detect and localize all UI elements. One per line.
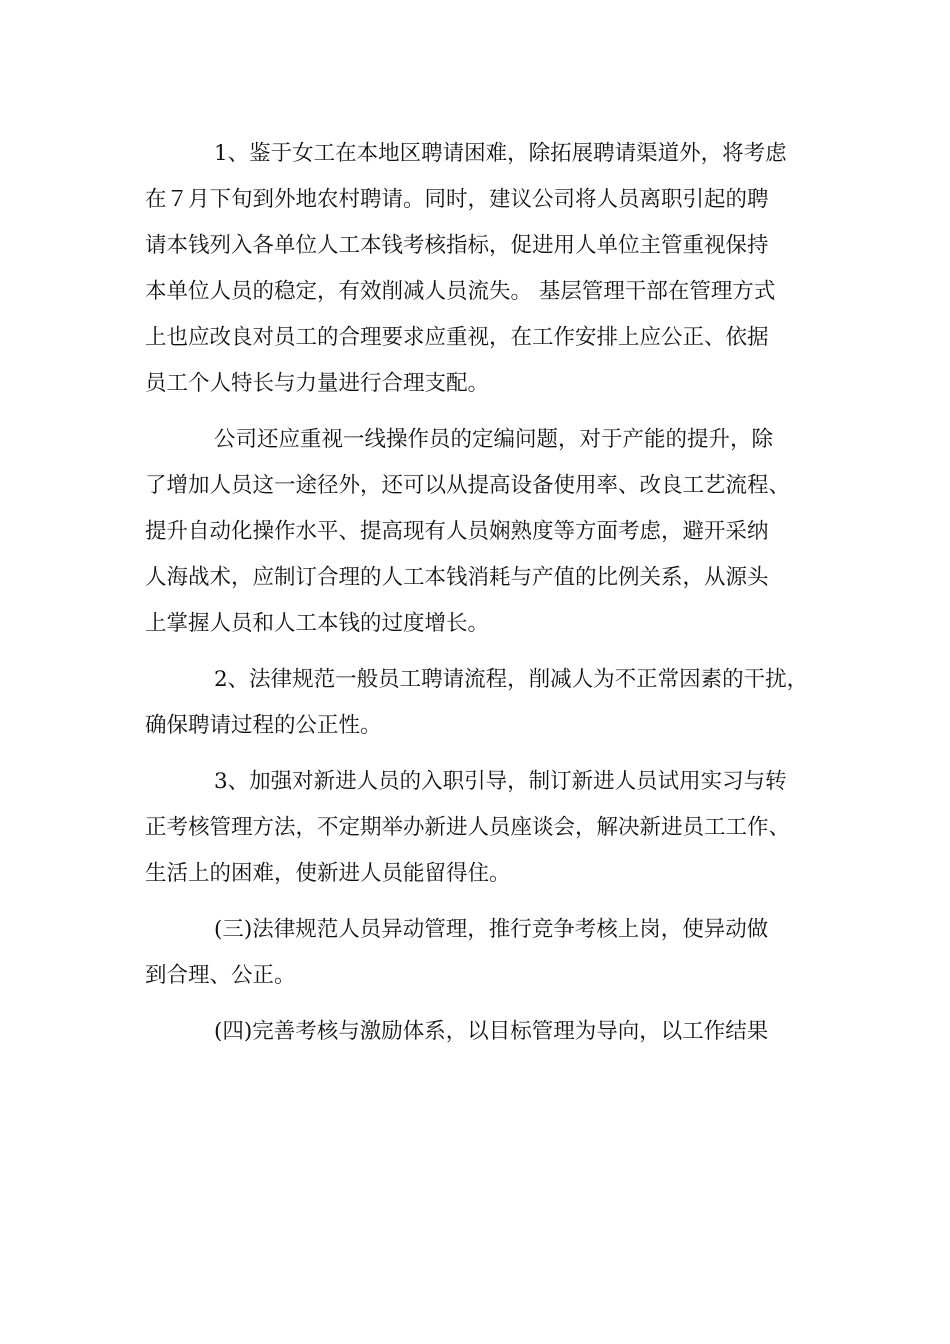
paragraph-line: 在７月下旬到外地农村聘请。同时，建议公司将人员离职引起的聘	[145, 187, 769, 212]
paragraph-line: 3、加强对新进人员的入职引导，制订新进人员试用实习与转	[214, 769, 787, 794]
paragraph-staffing-quota	[145, 417, 825, 647]
document-body	[145, 131, 825, 1065]
paragraph-line: 生活上的困难，使新进人员能留得住。	[145, 861, 511, 886]
paragraph-line: 2、法律规范一般员工聘请流程，削减人为不正常因素的干扰，	[214, 667, 809, 692]
paragraph-line: 正考核管理方法，不定期举办新进人员座谈会，解决新进员工工作、	[145, 815, 791, 840]
paragraph-line: 确保聘请过程的公正性。	[145, 713, 382, 738]
paragraph-line: 本单位人员的稳定，有效削减人员流失。 基层管理干部在管理方式	[145, 279, 776, 304]
paragraph-line: 到合理、公正。	[145, 963, 296, 988]
paragraph-transfer-management	[145, 907, 825, 999]
paragraph-line: 提升自动化操作水平、提高现有人员娴熟度等方面考虑，避开采纳	[145, 519, 769, 544]
paragraph-recruitment-female-workers	[145, 131, 825, 407]
paragraph-line: 上也应改良对员工的合理要求应重视，在工作安排上应公正、依据	[145, 325, 769, 350]
paragraph-onboarding	[145, 759, 825, 897]
paragraph-line: 上掌握人员和人工本钱的过度增长。	[145, 611, 490, 636]
paragraph-line: (三)法律规范人员异动管理，推行竞争考核上岗，使异动做	[214, 917, 769, 942]
paragraph-recruitment-process	[145, 657, 825, 749]
paragraph-line: 请本钱列入各单位人工本钱考核指标，促进用人单位主管重视保持	[145, 233, 769, 258]
paragraph-line: 员工个人特长与力量进行合理支配。	[145, 371, 490, 396]
paragraph-line: 公司还应重视一线操作员的定编问题，对于产能的提升，除	[214, 427, 774, 452]
paragraph-line: 了增加人员这一途径外，还可以从提高设备使用率、改良工艺流程、	[145, 473, 791, 498]
paragraph-line: 人海战术，应制订合理的人工本钱消耗与产值的比例关系，从源头	[145, 565, 769, 590]
paragraph-assessment-incentive	[145, 1009, 825, 1055]
paragraph-line: 1、鉴于女工在本地区聘请困难，除拓展聘请渠道外，将考虑	[214, 141, 787, 166]
paragraph-line: (四)完善考核与激励体系，以目标管理为导向，以工作结果	[214, 1019, 769, 1044]
